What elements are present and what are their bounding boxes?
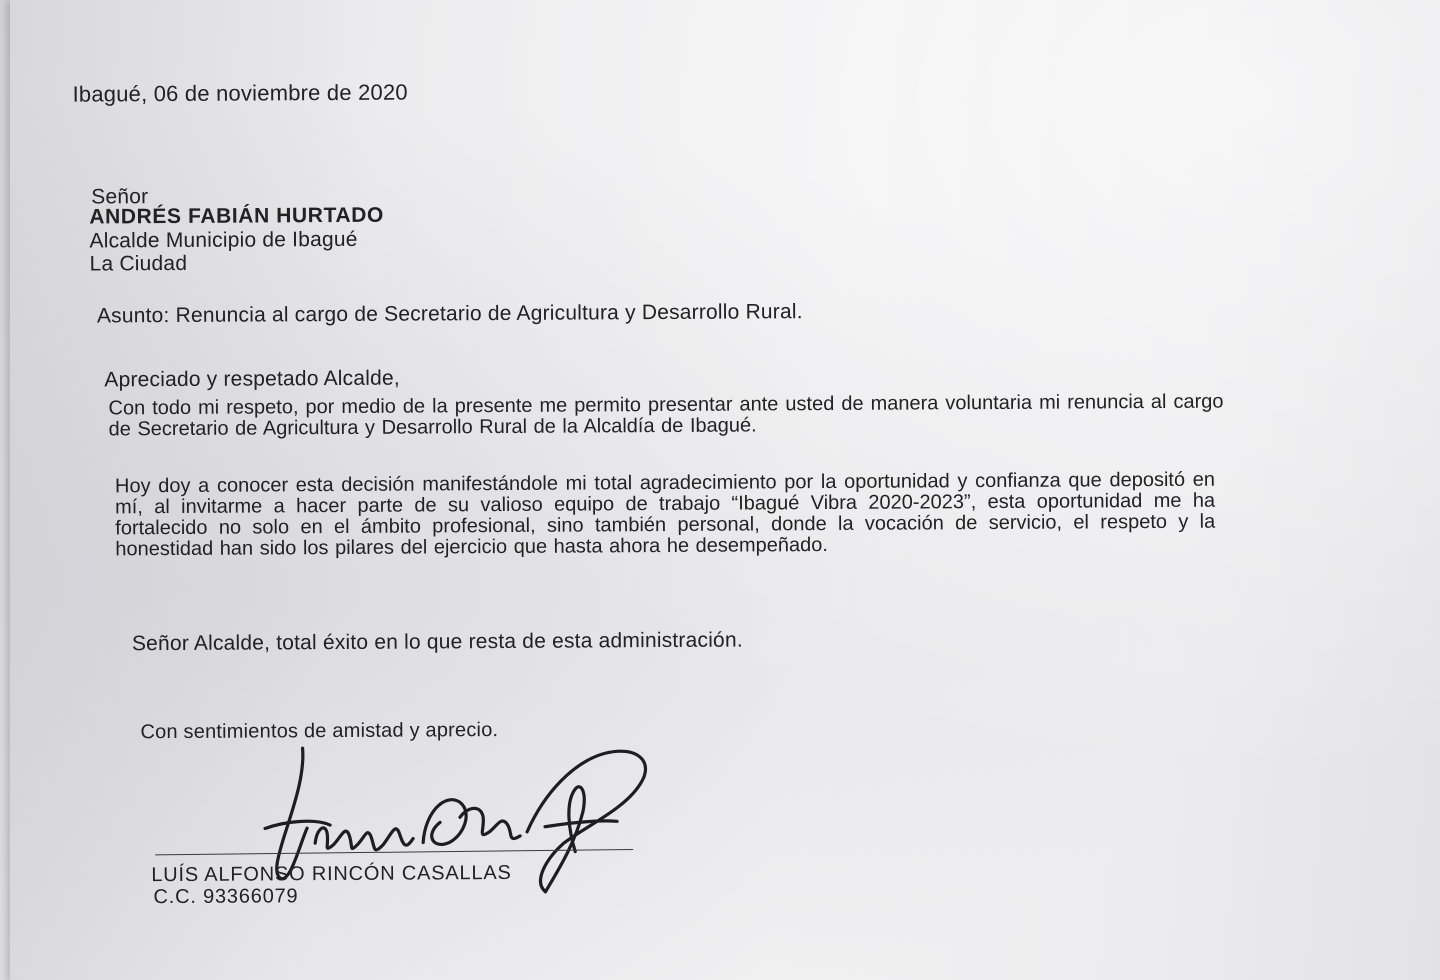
letter-closing: Con sentimientos de amistad y aprecio. (140, 719, 499, 744)
recipient-role: Alcalde Municipio de Ibagué (89, 227, 358, 253)
body-paragraph-1: Con todo mi respeto, por medio de la presente me permito presentar ante usted de manera voluntaria mi renuncia al cargo de Secretario de Agricultura y Desarrollo Rural de la Alcaldía de Ibagué. (108, 390, 1224, 441)
letter-salutation: Apreciado y respetado Alcalde, (104, 366, 400, 392)
letter-subject: Asunto: Renuncia al cargo de Secretario de Agricultura y Desarrollo Rural. (96, 300, 803, 328)
signer-name: LUÍS ALFONSO RINCÓN CASALLAS (151, 861, 512, 887)
recipient-title: Señor (91, 185, 149, 209)
signer-id: C.C. 93366079 (153, 885, 299, 909)
letter-paper (10, 0, 1440, 980)
letter-date: Ibagué, 06 de noviembre de 2020 (72, 79, 408, 107)
recipient-city: La Ciudad (89, 251, 188, 276)
body-paragraph-2: Hoy doy a conocer esta decisión manifestándole mi total agradecimiento por la oportunidad y confianza que depositó en mí, al invitarme a hacer parte de su valioso equipo de trabajo “Ibagué Vibra 2020-2023”, esta oportunidad me ha fortalecido no solo en el ámbito profesional, sino también personal, donde la vocación de servicio, el respeto y la honestidad han sido los pilares del ejercicio que hasta ahora he desempeñado. (114, 468, 1216, 561)
letter-wish: Señor Alcalde, total éxito en lo que resta de esta administración. (131, 628, 743, 656)
resignation-letter (10, 0, 1440, 980)
handwritten-signature-icon (244, 731, 705, 934)
recipient-name: ANDRÉS FABIÁN HURTADO (89, 203, 384, 229)
